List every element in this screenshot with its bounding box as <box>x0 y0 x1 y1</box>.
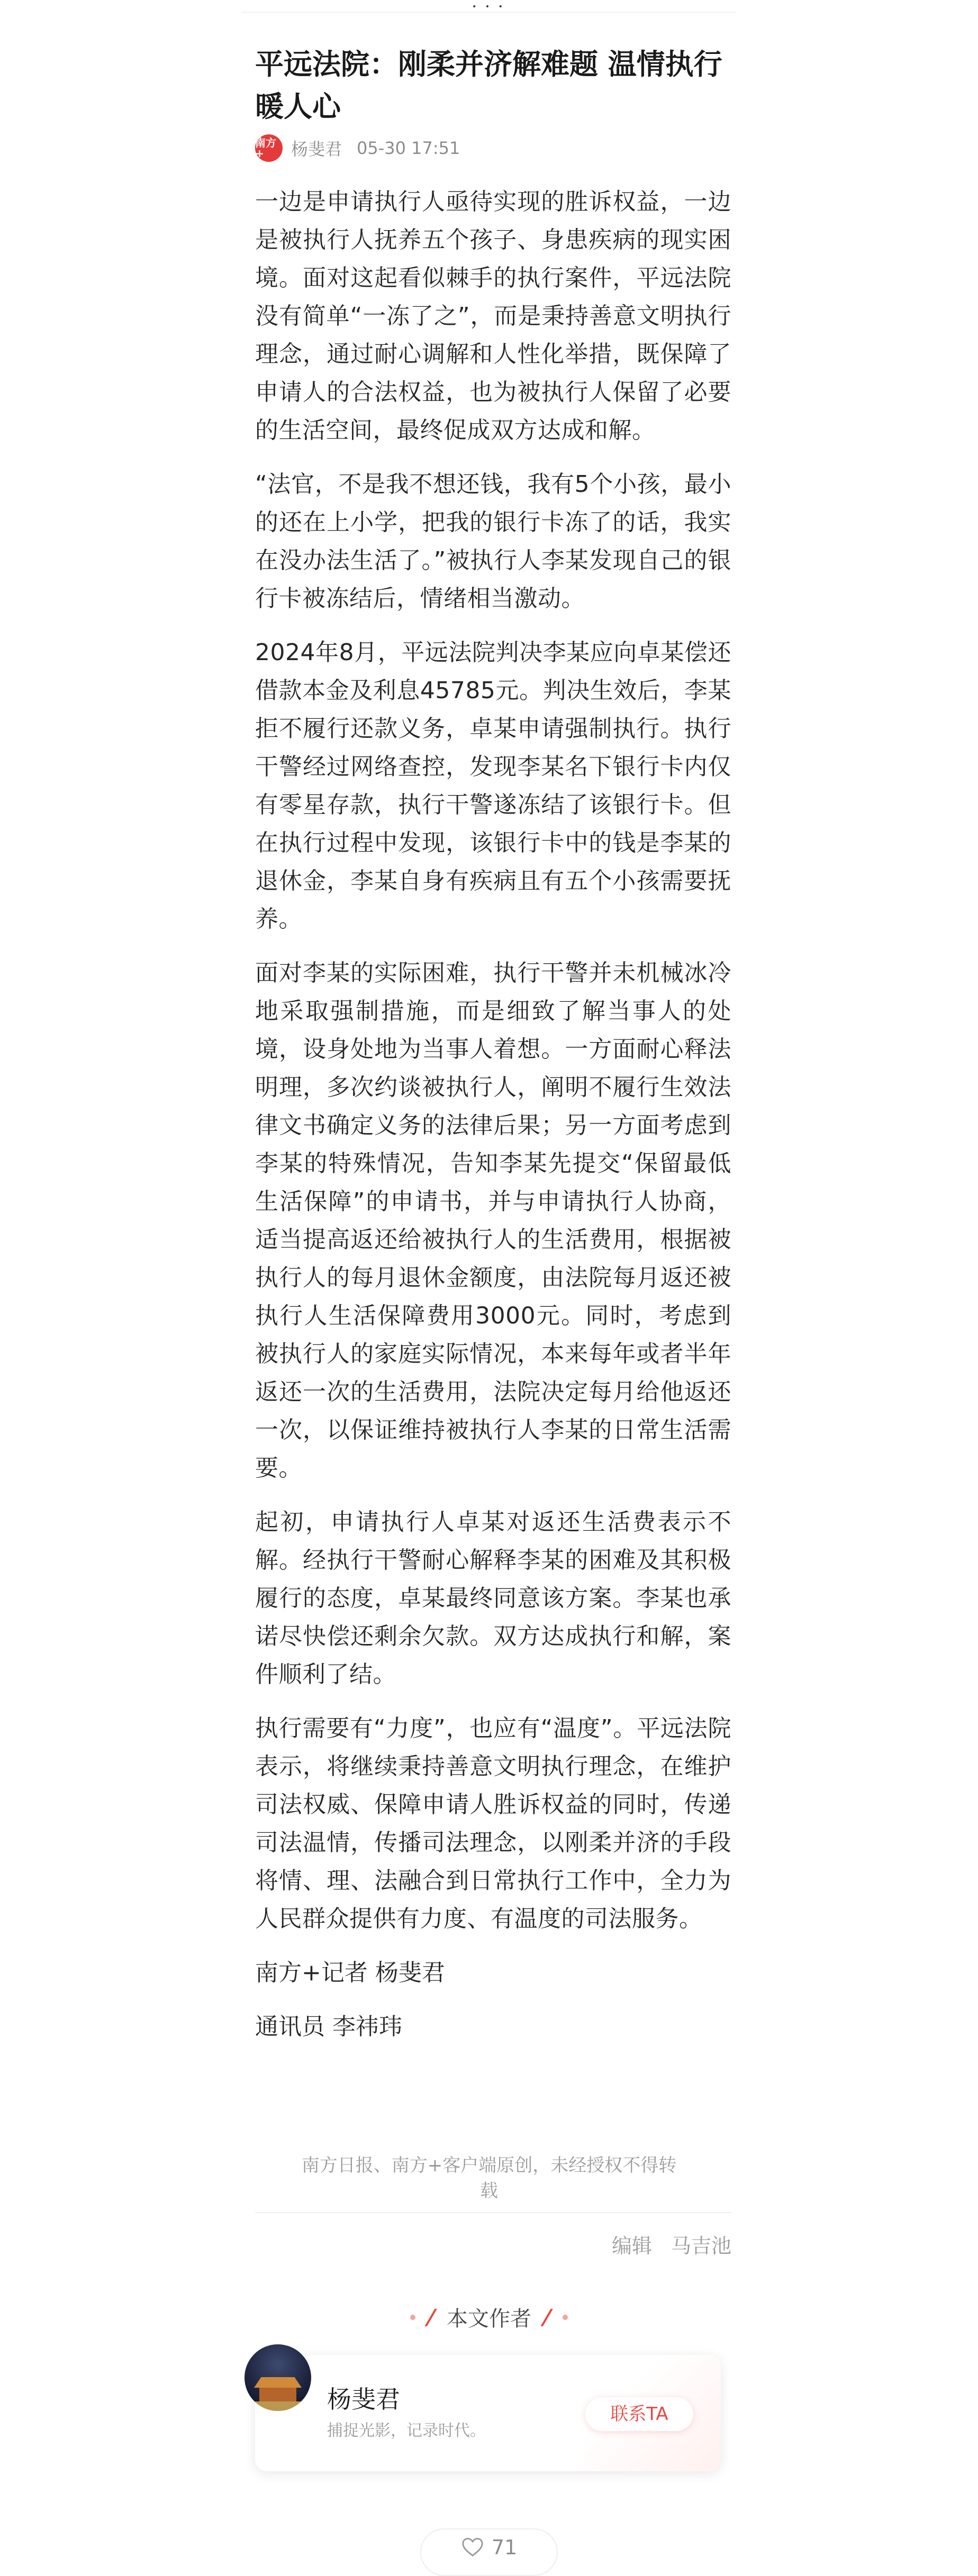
article-meta <box>255 132 731 164</box>
avatar-building-shape <box>259 2388 296 2401</box>
correspondent-line: 通讯员 李祎玮 <box>255 2013 402 2040</box>
author-card-name[interactable]: 杨斐君 <box>327 2385 400 2414</box>
avatar-lights-shape <box>250 2401 306 2411</box>
author-section-header <box>0 2302 978 2332</box>
editor-info <box>612 2233 731 2259</box>
article-paragraph: 2024年8月，平远法院判决李某应向卓某偿还借款本金及利息45785元。判决生效后，李某拒不履行还款义务，卓某申请强制执行。执行干警经过网络查控，发现李某名下银行卡内仅有零星存款，执行干警遂冻结了该银行卡。但在执行过程中发现，该银行卡中的钱是李某的退休金，李某自身有疾病且有五个小孩需要抚养。 <box>255 639 731 933</box>
heart-icon <box>461 2536 484 2557</box>
article <box>255 43 731 2062</box>
article-paragraph: “法官，不是我不想还钱，我有5个小孩，最小的还在上小学，把我的银行卡冻了的话，我实在没办法生活了。”被执行人李某发现自己的银行卡被冻结后，情绪相当激动。 <box>255 471 731 612</box>
decor-dot-icon <box>563 2315 568 2320</box>
author-card-bio: 捕捉光影，记录时代。 <box>327 2422 486 2440</box>
page-indicator: • • • <box>472 3 506 11</box>
article-body <box>255 183 731 2046</box>
contact-author-button[interactable]: 联系TA <box>585 2397 693 2431</box>
decor-slash-icon: / <box>424 2305 439 2330</box>
copyright-notice: 南方日报、南方+客户端原创，未经授权不得转载 <box>301 2155 677 2202</box>
source-logo-icon[interactable]: 南方+ <box>255 134 283 162</box>
footer-divider <box>255 2212 731 2213</box>
publish-time: 05-30 17:51 <box>357 138 460 158</box>
avatar-roof-shape <box>254 2377 302 2388</box>
editor-name: 马吉池 <box>671 2234 731 2258</box>
article-paragraph: 执行需要有“力度”，也应有“温度”。平远法院表示，将继续秉持善意文明执行理念，在维护司法权威、保障申请人胜诉权益的同时，传递司法温情，传播司法理念，以刚柔并济的手段将情、理、法融合到日常执行工作中，全力为人民群众提供有力度、有温度的司法服务。 <box>255 1715 731 1932</box>
decor-slash-icon: / <box>539 2305 554 2330</box>
author-name[interactable]: 杨斐君 <box>291 139 342 159</box>
article-paragraph: 起初，申请执行人卓某对返还生活费表示不解。经执行干警耐心解释李某的困难及其积极履行的态度，卓某最终同意该方案。李某也承诺尽快偿还剩余欠款。双方达成执行和解，案件顺利了结。 <box>255 1509 731 1688</box>
article-paragraph: 面对李某的实际困难，执行干警并未机械冰冷地采取强制措施，而是细致了解当事人的处境，设身处地为当事人着想。一方面耐心释法明理，多次约谈被执行人，阐明不履行生效法律文书确定义务的法律后果；另一方面考虑到李某的特殊情况，告知李某先提交“保留最低生活保障”的申请书，并与申请执行人协商，适当提高返还给被执行人的生活费用，根据被执行人的每月退休金额度，由法院每月返还被执行人生活保障费用3000元。同时，考虑到被执行人的家庭实际情况，本来每年或者半年返还一次的生活费用，法院决定每月给他返还一次，以保证维持被执行人李某的日常生活需要。 <box>255 960 731 1482</box>
author-avatar[interactable] <box>245 2344 311 2411</box>
article-title: 平远法院：刚柔并济解难题 温情执行暖人心 <box>255 48 722 123</box>
decor-dot-icon <box>410 2315 415 2320</box>
editor-label: 编辑 <box>611 2234 652 2258</box>
like-button[interactable] <box>420 2528 558 2576</box>
like-count: 71 <box>491 2536 518 2559</box>
author-section-label: 本文作者 <box>447 2307 531 2331</box>
article-paragraph: 一边是申请执行人亟待实现的胜诉权益，一边是被执行人抚养五个孩子、身患疾病的现实困境。面对这起看似棘手的执行案件，平远法院没有简单“一冻了之”，而是秉持善意文明执行理念，通过耐心调解和人性化举措，既保障了申请人的合法权益，也为被执行人保留了必要的生活空间，最终促成双方达成和解。 <box>255 188 731 444</box>
reporter-line: 南方+记者 杨斐君 <box>255 1959 445 1986</box>
top-divider <box>241 12 737 13</box>
